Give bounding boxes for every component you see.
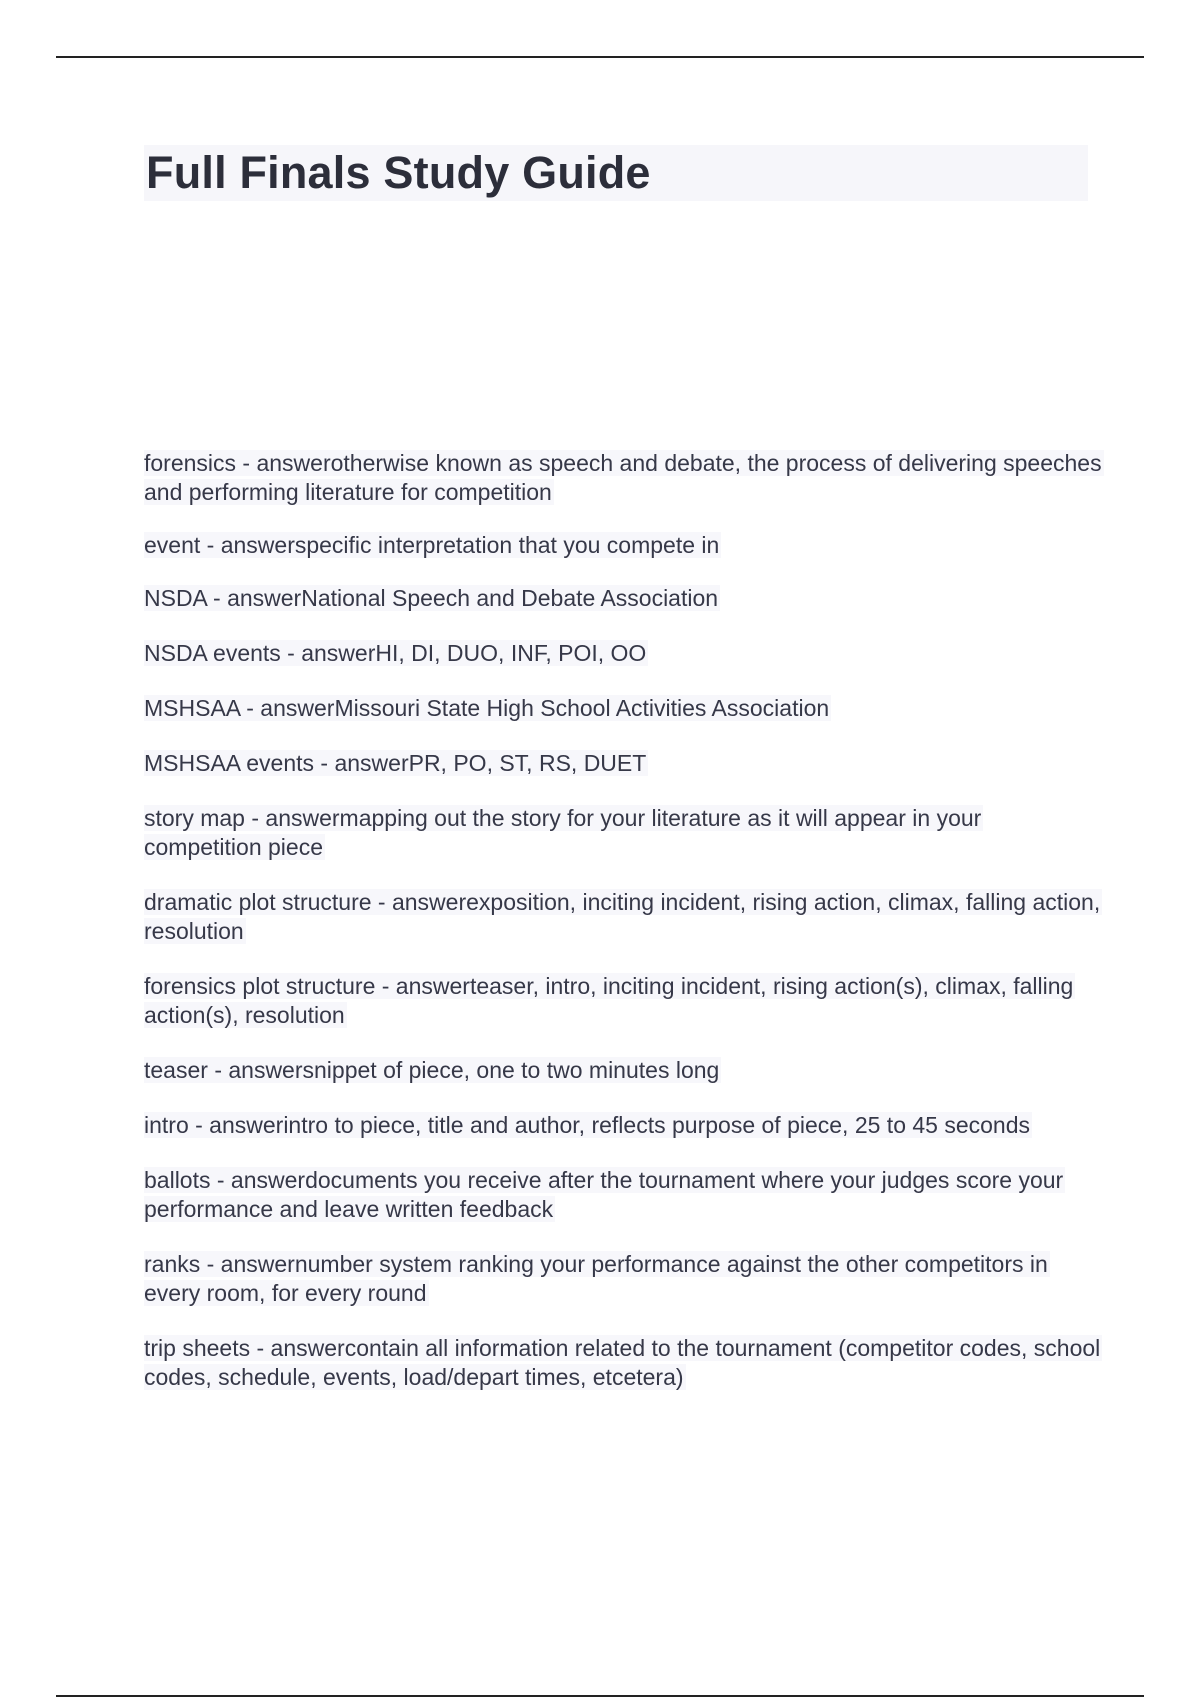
flashcard-text: event - answerspecific interpretation that you compete in xyxy=(144,532,720,558)
flashcard-item xyxy=(144,1056,1104,1085)
flashcard-text: trip sheets - answercontain all information related to the tournament (competitor codes, school codes, schedule, events, load/depart times, etcetera) xyxy=(144,1335,1101,1390)
flashcard-item xyxy=(144,639,1104,668)
top-rule xyxy=(56,56,1144,58)
flashcard-text: NSDA events - answerHI, DI, DUO, INF, POI, OO xyxy=(144,640,647,666)
flashcard-text: NSDA - answerNational Speech and Debate Association xyxy=(144,585,719,611)
flashcard-text: MSHSAA events - answerPR, PO, ST, RS, DUET xyxy=(144,750,647,776)
bottom-rule xyxy=(56,1695,1144,1697)
flashcard-text: ranks - answernumber system ranking your performance against the other competitors in every room, for every round xyxy=(144,1251,1048,1306)
flashcard-item xyxy=(144,531,1104,560)
flashcard-text: MSHSAA - answerMissouri State High School Activities Association xyxy=(144,695,830,721)
flashcard-item xyxy=(144,804,1104,862)
flashcard-item xyxy=(144,449,1104,507)
flashcard-list xyxy=(144,449,1104,1418)
flashcard-text: dramatic plot structure - answerexposition, inciting incident, rising action, climax, falling action, resolution xyxy=(144,889,1101,944)
flashcard-text: forensics plot structure - answerteaser, intro, inciting incident, rising action(s), climax, falling action(s), resolution xyxy=(144,973,1074,1028)
flashcard-item xyxy=(144,1166,1104,1224)
flashcard-item xyxy=(144,1250,1104,1308)
flashcard-text: forensics - answerotherwise known as speech and debate, the process of delivering speeches and performing literature for competition xyxy=(144,450,1102,505)
flashcard-item xyxy=(144,972,1104,1030)
page-title: Full Finals Study Guide xyxy=(146,147,651,198)
flashcard-item xyxy=(144,749,1104,778)
flashcard-text: ballots - answerdocuments you receive after the tournament where your judges score your performance and leave written feedback xyxy=(144,1167,1064,1222)
flashcard-item xyxy=(144,1111,1104,1140)
flashcard-text: intro - answerintro to piece, title and author, reflects purpose of piece, 25 to 45 seconds xyxy=(144,1112,1031,1138)
flashcard-item xyxy=(144,584,1104,613)
flashcard-text: teaser - answersnippet of piece, one to two minutes long xyxy=(144,1057,720,1083)
flashcard-item xyxy=(144,888,1104,946)
flashcard-item xyxy=(144,694,1104,723)
flashcard-item xyxy=(144,1334,1104,1392)
flashcard-text: story map - answermapping out the story for your literature as it will appear in your competition piece xyxy=(144,805,982,860)
